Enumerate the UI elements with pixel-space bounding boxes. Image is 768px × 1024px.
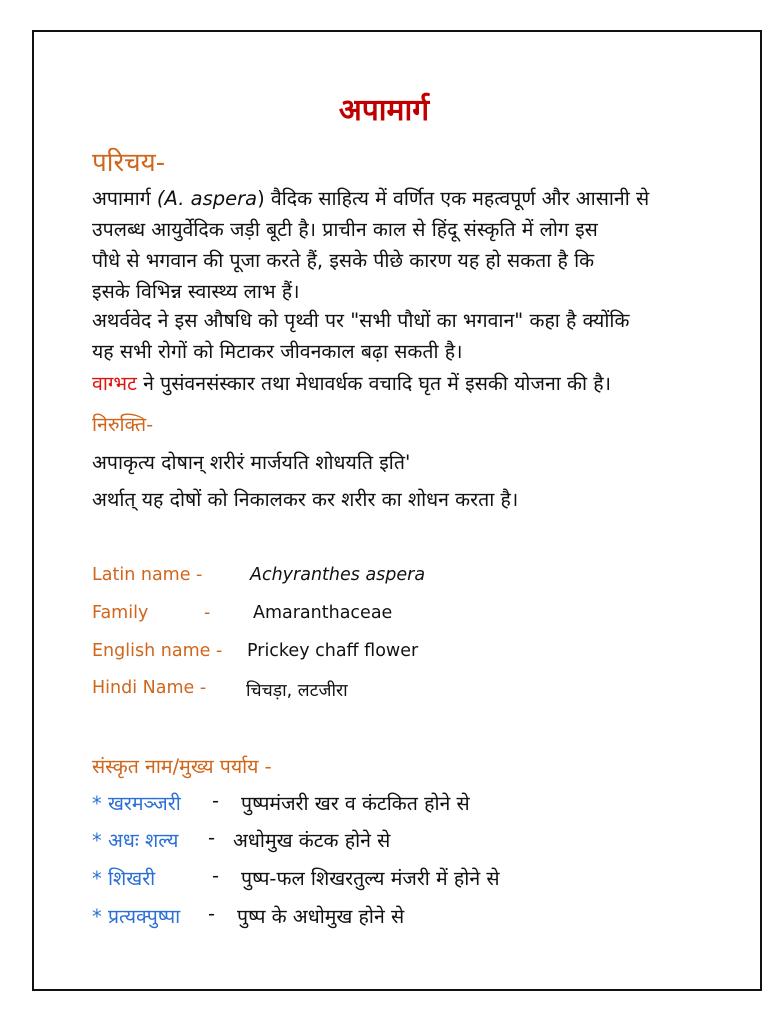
family-value: Amaranthaceae	[253, 603, 393, 623]
intro-p3-rest: ने पुसंवनसंस्कार तथा मेधावर्धक वचादि घृत में इसकी योजना की है।	[136, 372, 611, 395]
intro-p1-line3: पौधे से भगवान की पूजा करते हैं, इसके पीछे कारण यह हो सकता है कि	[92, 249, 595, 272]
synonym-meaning: अधोमुख कंटक होने से	[233, 829, 391, 852]
intro-p1-line2: उपलब्ध आयुर्वेदिक जड़ी बूटी है। प्राचीन काल से हिंदू संस्कृति में लोग इस	[92, 218, 598, 241]
page-title: अपामार्ग	[338, 93, 430, 128]
synonym-meaning: पुष्प के अधोमुख होने से	[237, 905, 405, 928]
latin-name-label: Latin name -	[92, 565, 203, 585]
nirukti-line-2: अर्थात् यह दोषों को निकालकर कर शरीर का शोधन करता है।	[92, 488, 519, 511]
intro-heading: परिचय-	[92, 148, 166, 178]
synonym-dash: -	[212, 789, 220, 812]
synonym-name: * अधः शल्य	[92, 829, 179, 852]
vagbhata-highlight: वाग्भट	[92, 372, 137, 395]
synonym-dash: -	[212, 864, 220, 887]
nirukti-heading: निरुक्ति-	[92, 413, 154, 436]
synonym-name: * खरमञ्जरी	[92, 792, 181, 815]
synonym-dash: -	[208, 902, 216, 925]
intro-p1-italic: (A. aspera	[156, 187, 258, 210]
intro-p2-line2: यह सभी रोगों को मिटाकर जीवनकाल बढ़ा सकती है।	[92, 340, 463, 363]
intro-p1-rest: ) वैदिक साहित्य में वर्णित एक महत्वपूर्ण और आसानी से	[257, 187, 650, 210]
intro-paragraph-3	[92, 368, 611, 399]
hindi-name-value: चिचड़ा, लटजीरा	[246, 681, 348, 701]
synonym-name: * शिखरी	[92, 867, 156, 890]
intro-p1-line1	[92, 183, 649, 214]
english-name-label: English name -	[92, 641, 223, 661]
synonym-name: * प्रत्यक्पुष्पा	[92, 905, 181, 928]
english-name-value: Prickey chaff flower	[247, 641, 419, 661]
latin-name-value: Achyranthes aspera	[250, 565, 426, 585]
intro-p2-line1: अथर्ववेद ने इस औषधि को पृथ्वी पर "सभी पौधों का भगवान" कहा है क्योंकि	[92, 309, 630, 332]
synonym-dash: -	[208, 826, 216, 849]
intro-paragraph-1	[92, 183, 649, 307]
nirukti-line-1: अपाकृत्य दोषान् शरीरं मार्जयति शोधयति इति'	[92, 451, 411, 474]
family-label: Family -	[92, 603, 211, 623]
intro-p1-line4: इसके विभिन्न स्वास्थ्य लाभ हैं।	[92, 280, 300, 303]
sanskrit-names-heading: संस्कृत नाम/मुख्य पर्याय -	[92, 755, 272, 778]
hindi-name-label: Hindi Name -	[92, 678, 207, 698]
synonym-meaning: पुष्प-फल शिखरतुल्य मंजरी में होने से	[241, 867, 500, 890]
intro-paragraph-2	[92, 305, 629, 367]
intro-p1-start: अपामार्ग	[92, 187, 157, 210]
synonym-meaning: पुष्पमंजरी खर व कंटकित होने से	[241, 792, 470, 815]
